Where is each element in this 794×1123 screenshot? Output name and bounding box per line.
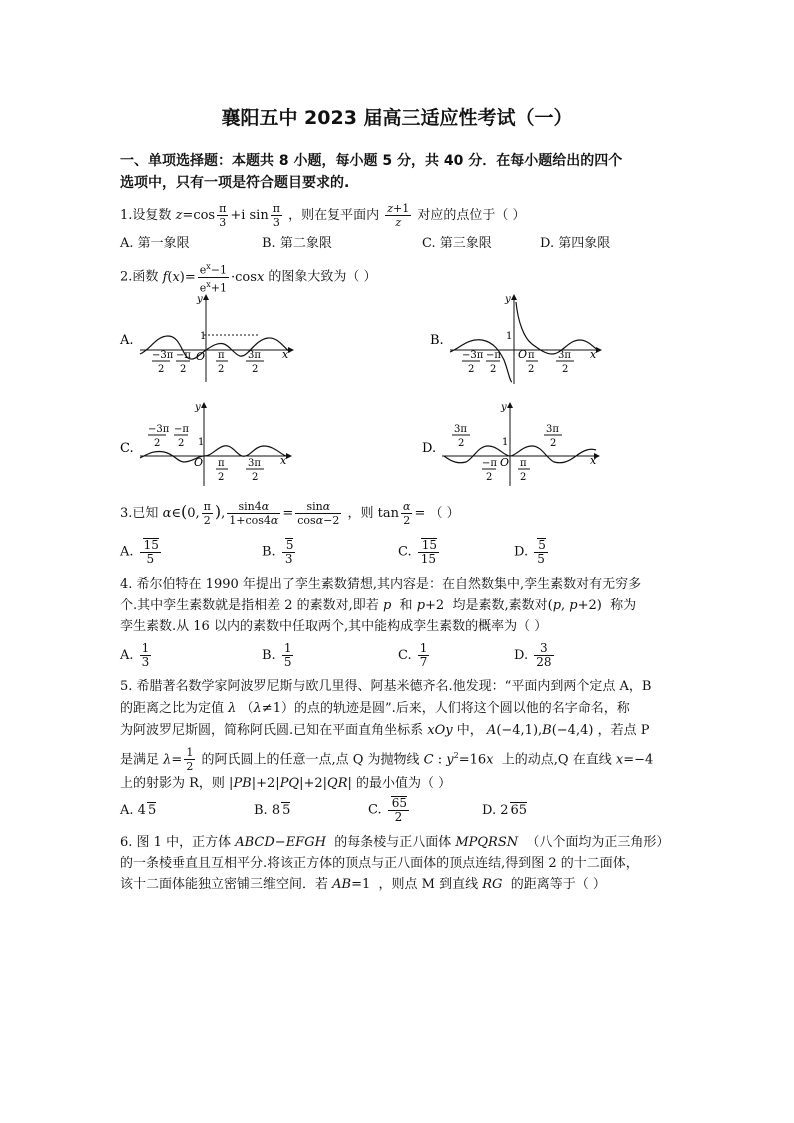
x-axis-arrow (288, 347, 294, 353)
q1-option-a[interactable]: A. 第一象限 (120, 236, 190, 251)
svg-text:O: O (500, 456, 510, 469)
svg-text:2: 2 (178, 438, 185, 449)
svg-text:2: 2 (158, 364, 165, 375)
svg-text:2: 2 (528, 364, 535, 375)
q3-option-b[interactable]: B. $\frac{5}{3}$ (262, 538, 294, 566)
svg-text:O: O (194, 456, 204, 469)
svg-text:3π: 3π (248, 458, 261, 469)
question-6 (120, 832, 680, 895)
q4-option-d[interactable]: D. $\frac{3}{28}$ (514, 641, 552, 669)
q6-line-1: 6. 图 1 中，正方体 ABCD−EFGH 的每条棱与正八面体 MPQRSN （八个面均为正三角形） (120, 835, 670, 850)
q1-text-mid: ，则在复平面内 (288, 208, 380, 223)
question-2 (120, 260, 680, 294)
svg-text:π: π (520, 458, 527, 469)
q2-graph-d-label: D. (422, 441, 437, 456)
q4-line-2: 个.其中孪生素数就是指相差 2 的素数对,即若 p 和 p+2 均是素数,素数对(p, p+2) 称为 (120, 598, 637, 613)
q5-option-c[interactable]: C. $\frac{65}{2}$ (368, 796, 408, 824)
q3-option-c[interactable]: C. $\frac{15}{15}$ (398, 538, 438, 566)
q2-graph-b (428, 292, 608, 387)
q2-number: 2. (120, 269, 133, 285)
q1-option-c[interactable]: C. 第三象限 (422, 236, 492, 251)
svg-text:1: 1 (198, 437, 205, 448)
q4-line-1: 4. 希尔伯特在 1990 年提出了孪生素数猜想,其内容是：在自然数集中,孪生素数对有无穷多 (120, 577, 642, 592)
q5-line-1: 5. 希腊著名数学家阿波罗尼斯与欧几里得、阿基米德齐名.他发现：“平面内到两个定点 A，B (120, 679, 652, 694)
svg-text:y: y (195, 402, 201, 413)
q2-formula: f(x)= $\frac{e^x-1}{e^x+1}$ ·cosx (162, 262, 265, 295)
svg-text:2: 2 (252, 364, 259, 375)
svg-text:2: 2 (468, 364, 475, 375)
svg-text:3π: 3π (248, 350, 261, 361)
svg-text:O: O (518, 348, 528, 361)
y-axis-arrow (203, 294, 209, 300)
q2-graph-c-label: C. (120, 441, 134, 456)
svg-text:π: π (218, 350, 225, 361)
svg-text:−3π: −3π (148, 424, 170, 435)
q4-line-3: 孪生素数.从 16 以内的素数中任取两个,其中能构成孪生素数的概率为（ ） (120, 619, 548, 634)
section-heading-line-2: 选项中，只有一项是符合题目要求的. (120, 175, 350, 191)
svg-text:2: 2 (490, 364, 497, 375)
svg-text:x: x (280, 454, 287, 467)
q2-graph-b-label: B. (430, 333, 444, 348)
q5-line-2: 的距离之比为定值 λ （λ≠1）的点的轨迹是圆”.后来，人们将这个圆以他的名字命名，称 (120, 701, 630, 716)
q5-line-5: 上的射影为 R，则 |PB|+2|PQ|+2|QR| 的最小值为（ ） (120, 776, 452, 792)
q1-text-pre: 设复数 (132, 208, 172, 223)
svg-text:3π: 3π (546, 424, 559, 435)
svg-text:1: 1 (200, 331, 207, 342)
question-5 (120, 676, 680, 795)
q6-line-2: 的一条棱垂直且互相平分.将该正方体的顶点与正八面体的顶点连结,得到图 2 的十二面体， (120, 856, 639, 871)
question-4 (120, 574, 680, 637)
question-1 (120, 202, 680, 229)
svg-text:x: x (282, 348, 289, 361)
svg-text:−3π: −3π (152, 350, 174, 361)
svg-text:−3π: −3π (462, 350, 484, 361)
q6-line-3: 该十二面体能独立密铺三维空间．若 AB=1 ，则点 M 到直线 RG 的距离等于（ ） (120, 877, 606, 892)
svg-text:O: O (196, 350, 206, 363)
svg-text:2: 2 (486, 472, 493, 483)
svg-text:−π: −π (482, 458, 497, 469)
q4-option-b[interactable]: B. $\frac{1}{5}$ (262, 641, 292, 669)
q4-option-a[interactable]: A. $\frac{1}{3}$ (120, 641, 150, 669)
svg-text:2: 2 (154, 438, 161, 449)
svg-text:x: x (590, 348, 597, 361)
svg-text:2: 2 (218, 364, 225, 375)
q4-option-c[interactable]: C. $\frac{1}{7}$ (398, 641, 428, 669)
svg-text:2: 2 (520, 472, 527, 483)
q2-text-pre: 函数 (132, 269, 159, 285)
svg-text:x: x (590, 454, 597, 467)
svg-text:1: 1 (506, 331, 513, 342)
svg-text:y: y (501, 402, 507, 413)
q3-option-a[interactable]: A. $\frac{15}{5}$ (120, 538, 159, 566)
svg-text:π: π (528, 350, 535, 361)
svg-text:3π: 3π (558, 350, 571, 361)
svg-text:y: y (197, 294, 203, 305)
svg-text:1: 1 (502, 437, 509, 448)
q5-option-a[interactable]: A. 4 5 (120, 803, 157, 818)
q1-formula-fraction: $\frac{z+1}{z}$ (387, 202, 410, 229)
svg-text:2: 2 (218, 472, 225, 483)
svg-text:2: 2 (180, 364, 187, 375)
svg-text:y: y (505, 294, 511, 305)
svg-text:2: 2 (252, 472, 259, 483)
svg-text:π: π (218, 458, 225, 469)
q1-option-d[interactable]: D. 第四象限 (540, 236, 611, 251)
svg-text:3π: 3π (454, 424, 467, 435)
svg-text:2: 2 (458, 438, 465, 449)
q1-number: 1. (120, 208, 133, 223)
exam-title: 襄阳五中 2023 届高三适应性考试（一） (221, 107, 573, 129)
svg-text:−π: −π (486, 350, 501, 361)
q2-graph-d (420, 400, 610, 490)
section-heading (120, 150, 680, 194)
q3-option-d[interactable]: D. $\frac{5}{5}$ (514, 538, 546, 566)
q5-line-3: 为阿波罗尼斯圆，简称阿氏圆.已知在平面直角坐标系 xOy 中， A(−4,1),B(−4,4) ，若点 P (120, 723, 650, 738)
q5-option-b[interactable]: B. 8 5 (254, 803, 291, 818)
q5-option-d[interactable]: D. 2 65 (482, 803, 528, 818)
q1-text-post: 对应的点位于（ ） (417, 208, 526, 223)
q1-option-b[interactable]: B. 第二象限 (262, 236, 332, 251)
q2-graph-a (118, 292, 298, 387)
svg-text:2: 2 (550, 438, 557, 449)
section-heading-line-1: 一、单项选择题：本题共 8 小题，每小题 5 分，共 40 分．在每小题给出的四个 (120, 153, 623, 169)
q5-line-4: 是满足 λ= $\frac{1}{2}$ 的阿氏圆上的任意一点,点 Q 为抛物线 C : $y^2=16x$ 上的动点,Q 在直线 x=−4 (120, 746, 654, 774)
svg-text:2: 2 (562, 364, 569, 375)
q2-graph-a-label: A. (120, 333, 134, 348)
svg-text:−π: −π (174, 424, 189, 435)
q2-graph-c (118, 400, 298, 490)
q2-text-post: 的图象大致为（ ） (268, 269, 377, 285)
question-3: 3.已知 α∈(0, $\frac{\pi}{2}$ ), $\frac{\sin 4\alpha}{1+\cos 4\alpha}$ = $\frac{\sin\alpha}{\cos\alpha-2}$ ，则 tan $\frac{\alpha}{2}$ = （ ） (120, 500, 460, 527)
q1-formula-z: z=cos $\frac{\pi}{3}$ +i sin $\frac{\pi}{3}$ (175, 202, 280, 229)
svg-text:−π: −π (176, 350, 191, 361)
q3-formula: α∈(0, $\frac{\pi}{2}$ ), $\frac{\sin 4\alpha}{1+\cos 4\alpha}$ = $\frac{\sin\alpha}{\cos\alpha-2}$ (162, 500, 340, 527)
